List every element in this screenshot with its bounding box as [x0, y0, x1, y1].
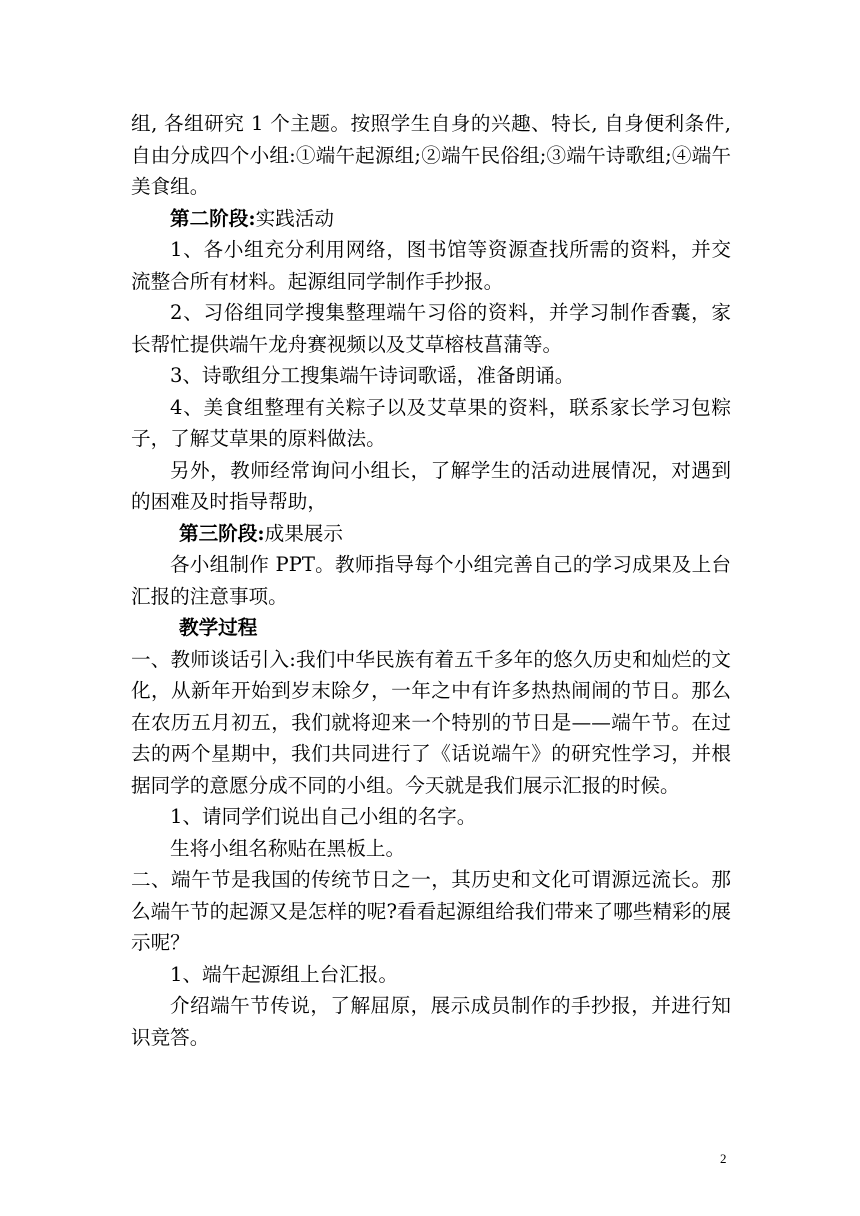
paragraph-origin-report: 1、端午起源组上台汇报。 [170, 962, 398, 986]
paragraph-item-4: 4、美食组整理有关粽子以及艾草果的资料，联系家长学习包粽子，了解艾草果的原料做法。 [131, 395, 731, 450]
paragraph-item-2: 2、习俗组同学搜集整理端午习俗的资料，并学习制作香囊，家长帮忙提供端午龙舟赛视频以及艾草榕枝菖蒲等。 [131, 301, 731, 356]
stage-two-title: 实践活动 [255, 206, 334, 230]
paragraph-blackboard: 生将小组名称贴在黑板上。 [170, 836, 406, 860]
paragraph-intro: 一、教师谈话引入:我们中华民族有着五千多年的悠久历史和灿烂的文化，从新年开始到岁末除夕，一年之中有许多热热闹闹的节日。那么在农历五月初五，我们就将迎来一个特别的节日是——端午节。在过去的两个星期中，我们共同进行了《话说端午》的研究性学习，并根据同学的意愿分成不同的小组。今天就是我们展示汇报的时候。 [131, 647, 731, 797]
paragraph-group-names: 1、请同学们说出自己小组的名字。 [170, 805, 477, 828]
stage-two-label: 第二阶段: [170, 206, 256, 230]
paragraph-item-3: 3、诗歌组分工搜集端午诗词歌谣，准备朗诵。 [170, 364, 575, 387]
stage-three-line [131, 518, 731, 550]
stage-three-title: 成果展示 [264, 521, 343, 545]
paragraph-legend: 介绍端午节传说，了解屈原，展示成员制作的手抄报，并进行知识竞答。 [131, 994, 731, 1049]
document-body [131, 108, 731, 1053]
paragraph-teacher-guidance: 另外，教师经常询问小组长，了解学生的活动进展情况，对遇到的困难及时指导帮助， [131, 458, 731, 513]
section-heading-teaching-process [131, 612, 731, 644]
page-number: 2 [720, 1151, 727, 1166]
stage-three-label: 第三阶段: [179, 521, 265, 545]
paragraph-item-1: 1、各小组充分利用网络，图书馆等资源查找所需的资料，并交流整合所有材料。起源组同学制作手抄报。 [131, 238, 731, 293]
stage-two-line [131, 203, 731, 235]
section-heading-text: 教学过程 [179, 616, 258, 639]
paragraph-ppt: 各小组制作 PPT。教师指导每个小组完善自己的学习成果及上台汇报的注意事项。 [131, 553, 731, 608]
paragraph-origin-question: 二、端午节是我国的传统节日之一，其历史和文化可谓源远流长。那么端午节的起源又是怎样的呢?看看起源组给我们带来了哪些精彩的展示呢？ [131, 868, 731, 954]
paragraph-grouping: 组, 各组研究 1 个主题。按照学生自身的兴趣、特长, 自身便利条件, 自由分成四个小组:①端午起源组;②端午民俗组;③端午诗歌组;④端午美食组。 [131, 112, 731, 198]
